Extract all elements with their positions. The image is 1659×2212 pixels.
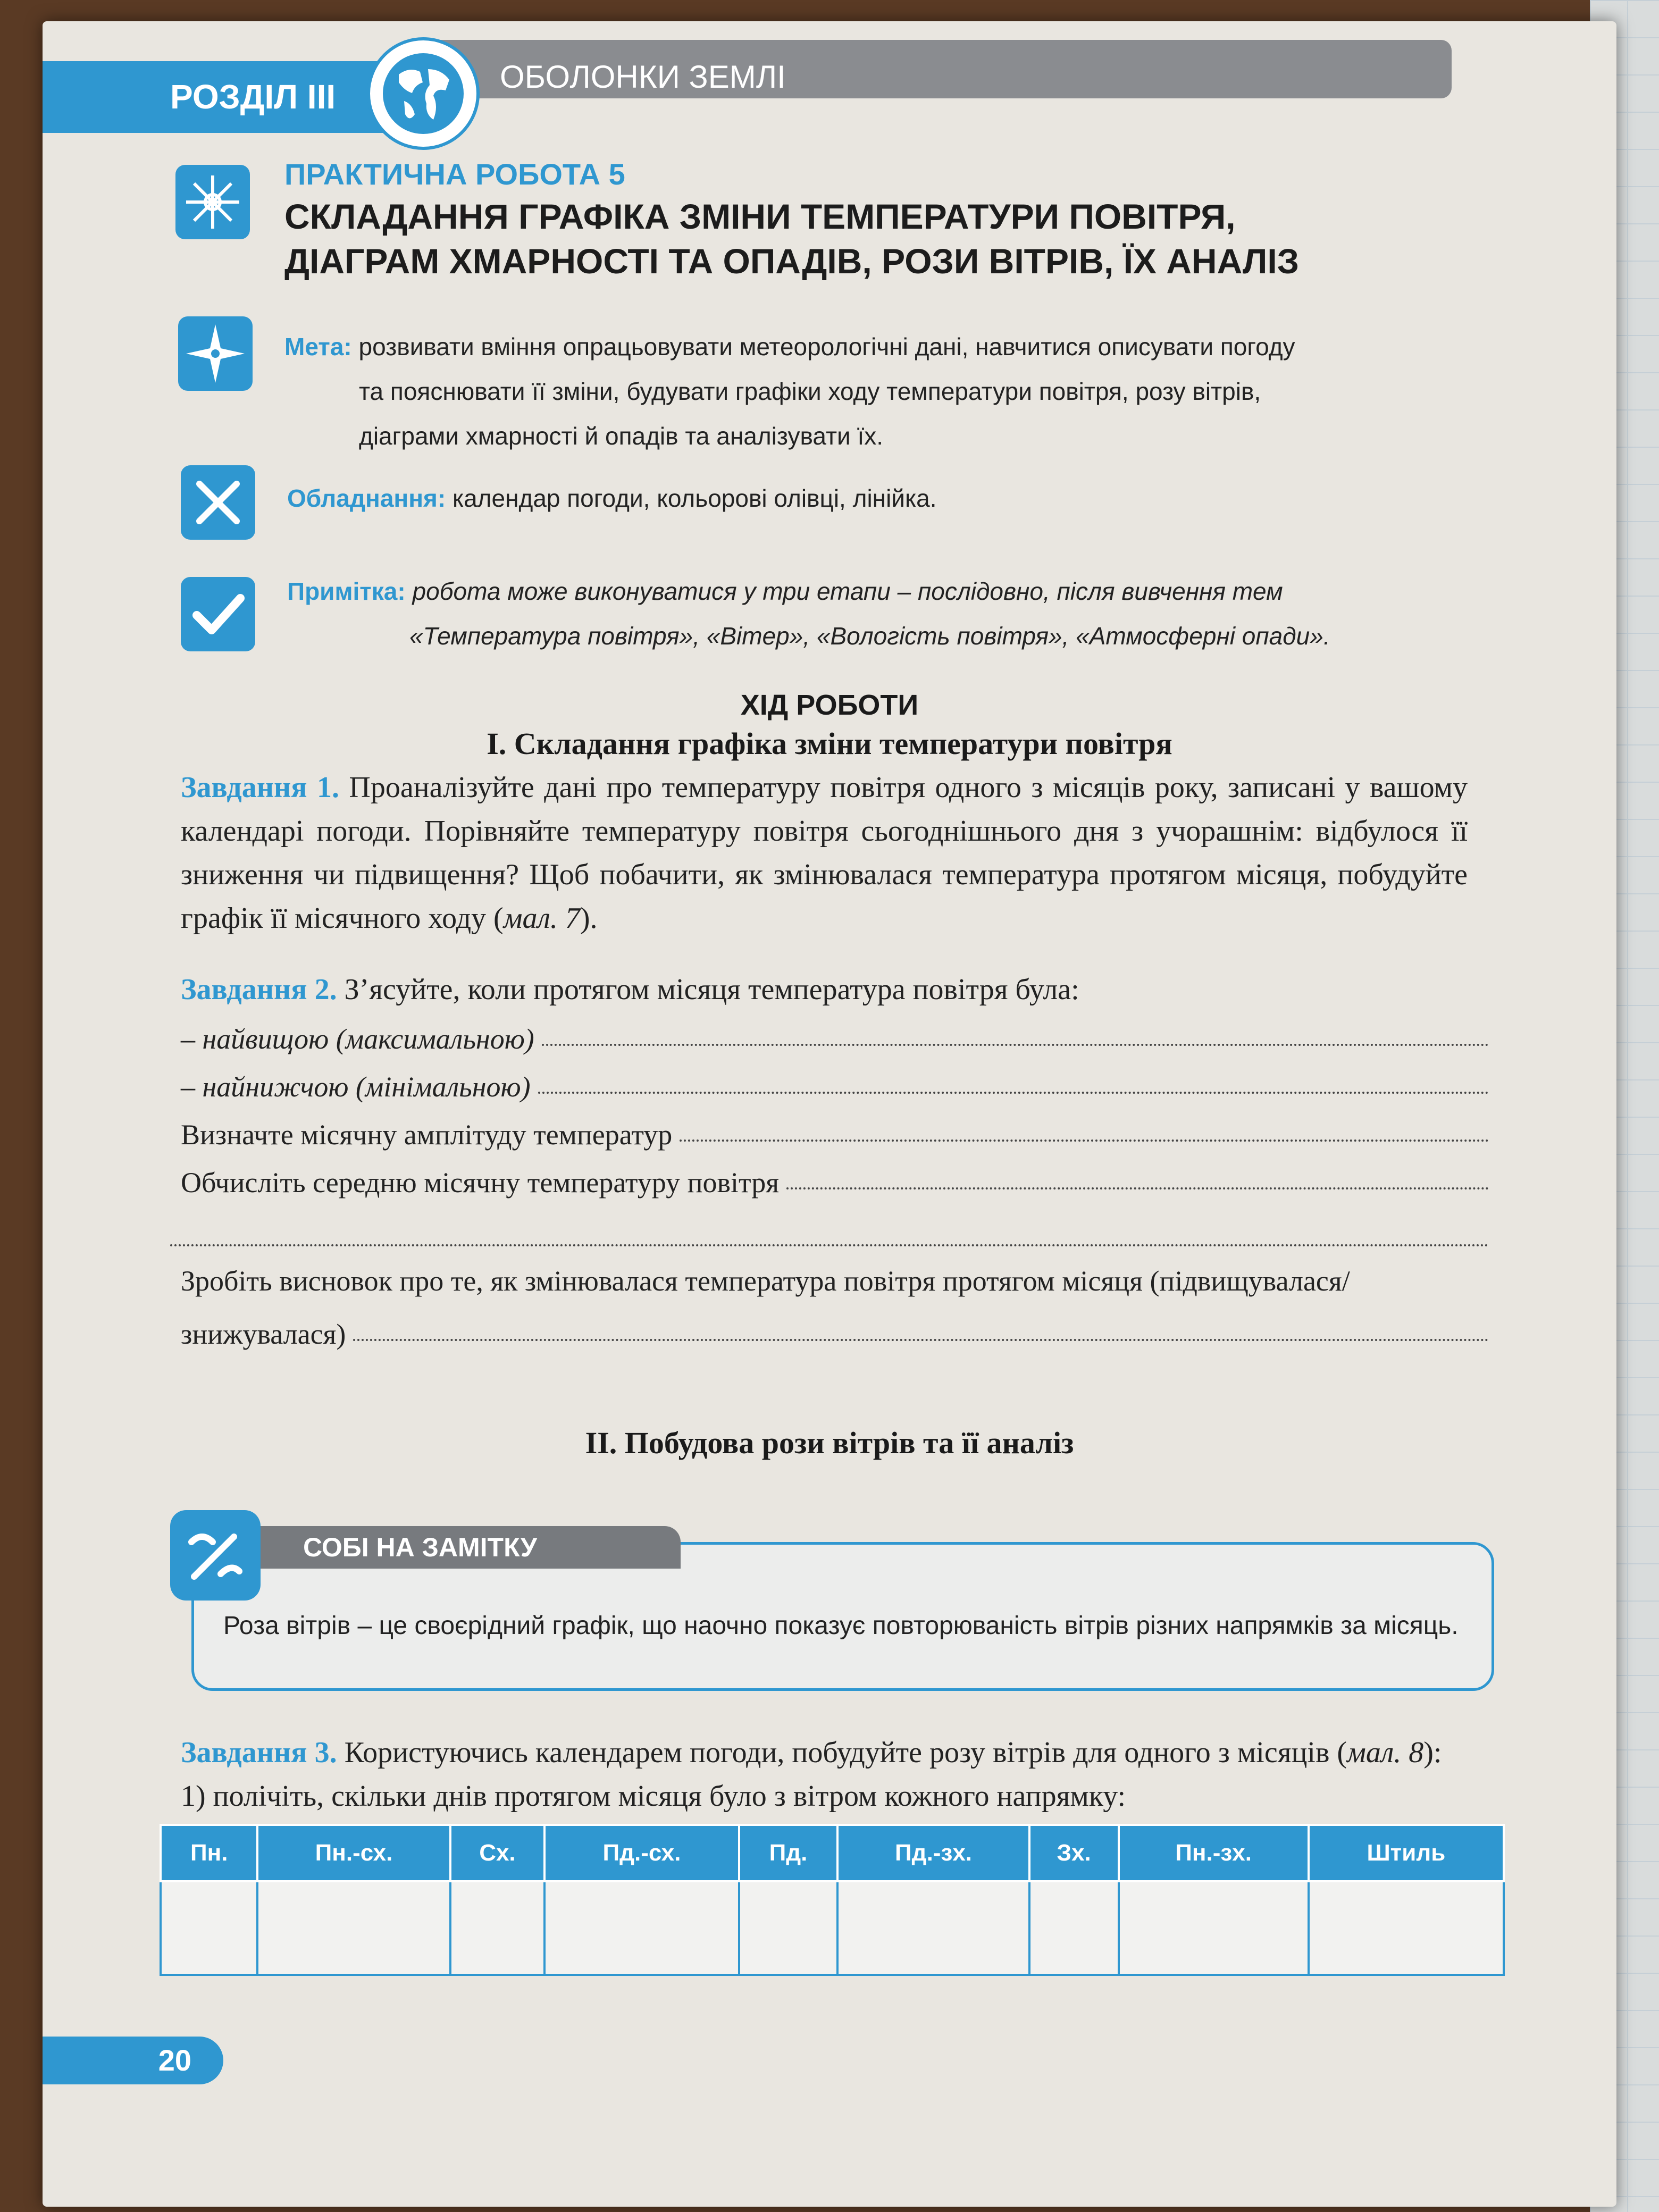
globe-icon [367,37,480,150]
reminder-text: Роза вітрів – це своєрідний графік, що наочно показує повторюваність вітрів різних напрямків за місяць. [223,1612,1459,1640]
equipment-block [287,476,936,521]
column-header-south: Пд. [739,1825,838,1881]
task-2-conclusion-row-1 [181,1260,1489,1297]
answer-line[interactable] [680,1134,1489,1142]
note-line-2: «Температура повітря», «Вітер», «Вологість повітря», «Атмосферні опади». [409,622,1330,650]
header-section-label: РОЗДІЛ ІІІ [170,78,336,116]
practical-work-label: ПРАКТИЧНА РОБОТА 5 [284,157,625,191]
column-header-southwest: Пд.-зх. [837,1825,1029,1881]
task-1 [181,766,1468,940]
table-cell[interactable] [837,1881,1029,1975]
column-header-southeast: Пд.-сх. [544,1825,739,1881]
column-header-north: Пн. [161,1825,257,1881]
table-header-row [161,1825,1504,1881]
task-2-average-row [181,1162,1489,1199]
header-topic-label: ОБОЛОНКИ ЗЕМЛІ [500,59,786,95]
task-3 [181,1731,1510,1818]
checkmark-icon [181,577,255,651]
goal-block [284,324,1561,458]
answer-line[interactable] [786,1182,1489,1189]
progress-heading: ХІД РОБОТИ [740,689,919,721]
task-2 [181,968,1468,1011]
task-2-average-label: Обчисліть середню місячну температуру повітря [181,1167,780,1199]
compass-icon [178,316,253,391]
note-line-1: робота може виконуватися у три етапи – послідовно, після вивчення тем [412,577,1283,605]
task-2-conclusion-line-2: знижувалася) [181,1318,346,1350]
answer-line[interactable] [353,1334,1489,1341]
table-cell[interactable] [544,1881,739,1975]
task-2-max-row [181,1018,1489,1055]
task-1-ref: мал. 7 [503,902,580,935]
goal-line-3: діаграми хмарності й опадів та аналізувати їх. [359,422,884,450]
task-2-min-row [181,1066,1489,1103]
snowflake-icon [175,165,250,239]
table-cell[interactable] [1029,1881,1119,1975]
table-cell[interactable] [450,1881,545,1975]
task-1-label: Завдання 1. [181,771,339,804]
page-number: 20 [43,2037,223,2084]
column-header-east: Сх. [450,1825,545,1881]
table-cell[interactable] [257,1881,450,1975]
task-3-end: ): [1423,1736,1442,1769]
column-header-west: Зх. [1029,1825,1119,1881]
table-cell[interactable] [1309,1881,1504,1975]
note-label: Примітка: [287,577,406,605]
table-cell[interactable] [1119,1881,1309,1975]
title-line-1: СКЛАДАННЯ ГРАФІКА ЗМІНИ ТЕМПЕРАТУРИ ПОВІТРЯ, [284,197,1236,236]
answer-line[interactable] [542,1038,1489,1046]
task-1-end: ). [580,902,598,935]
column-header-northeast: Пн.-сх. [257,1825,450,1881]
equipment-text: календар погоди, кольорові олівці, лінійка. [452,484,937,512]
task-2-max-label: – найвищою (максимальною) [181,1023,534,1055]
task-3-ref: мал. 8 [1347,1736,1424,1769]
goal-line-1: розвивати вміння опрацьовувати метеорологічні дані, навчитися описувати погоду [358,333,1295,361]
task-2-amplitude-row [181,1114,1489,1151]
wind-direction-table [160,1824,1505,1976]
task-2-conclusion-line-1: Зробіть висновок про те, як змінювалася температура повітря протягом місяця (підвищувалася/ [181,1265,1350,1297]
task-3-label: Завдання 3. [181,1736,337,1769]
equipment-label: Обладнання: [287,484,446,512]
table-cell[interactable] [161,1881,257,1975]
task-2-min-label: – найнижчою (мінімальною) [181,1071,531,1103]
goal-label: Мета: [284,333,352,361]
column-header-calm: Штиль [1309,1825,1504,1881]
task-2-conclusion-row-2 [181,1313,1489,1351]
pencil-icon [170,1510,261,1601]
answer-line[interactable] [538,1086,1489,1094]
answer-line[interactable] [170,1244,1489,1246]
workbook-page [43,21,1616,2207]
reminder-title: СОБІ НА ЗАМІТКУ [245,1526,681,1569]
practical-work-title [284,194,1507,283]
task-3-step-1: 1) полічіть, скільки днів протягом місяця було з вітром кожного напрямку: [181,1780,1126,1813]
table-cell[interactable] [739,1881,838,1975]
task-3-text: Користуючись календарем погоди, побудуйте розу вітрів для одного з місяців ( [344,1736,1347,1769]
task-2-amplitude-label: Визначте місячну амплітуду температур [181,1119,673,1151]
task-2-label: Завдання 2. [181,973,337,1006]
note-block [287,569,1510,658]
table-row [161,1881,1504,1975]
tools-icon [181,465,255,540]
title-line-2: ДІАГРАМ ХМАРНОСТІ ТА ОПАДІВ, РОЗИ ВІТРІВ, ЇХ АНАЛІЗ [284,241,1300,281]
goal-line-2: та пояснювати її зміни, будувати графіки ходу температури повітря, розу вітрів, [359,378,1261,405]
task-1-text: Проаналізуйте дані про температуру повітря одного з місяців року, записані у вашому календарі погоди. Порівняйте температуру повітря сьогоднішнього дня з учорашнім: відбулося її зниження чи підвищення? Щоб побачити, як змінювалася температура протягом місяця, побудуйте графік її місячного ходу ( [181,771,1468,935]
section-2-heading: ІІ. Побудова рози вітрів та її аналіз [585,1426,1074,1460]
column-header-northwest: Пн.-зх. [1119,1825,1309,1881]
section-1-heading: І. Складання графіка зміни температури повітря [487,726,1172,761]
task-2-text: З’ясуйте, коли протягом місяця температура повітря була: [344,973,1079,1006]
